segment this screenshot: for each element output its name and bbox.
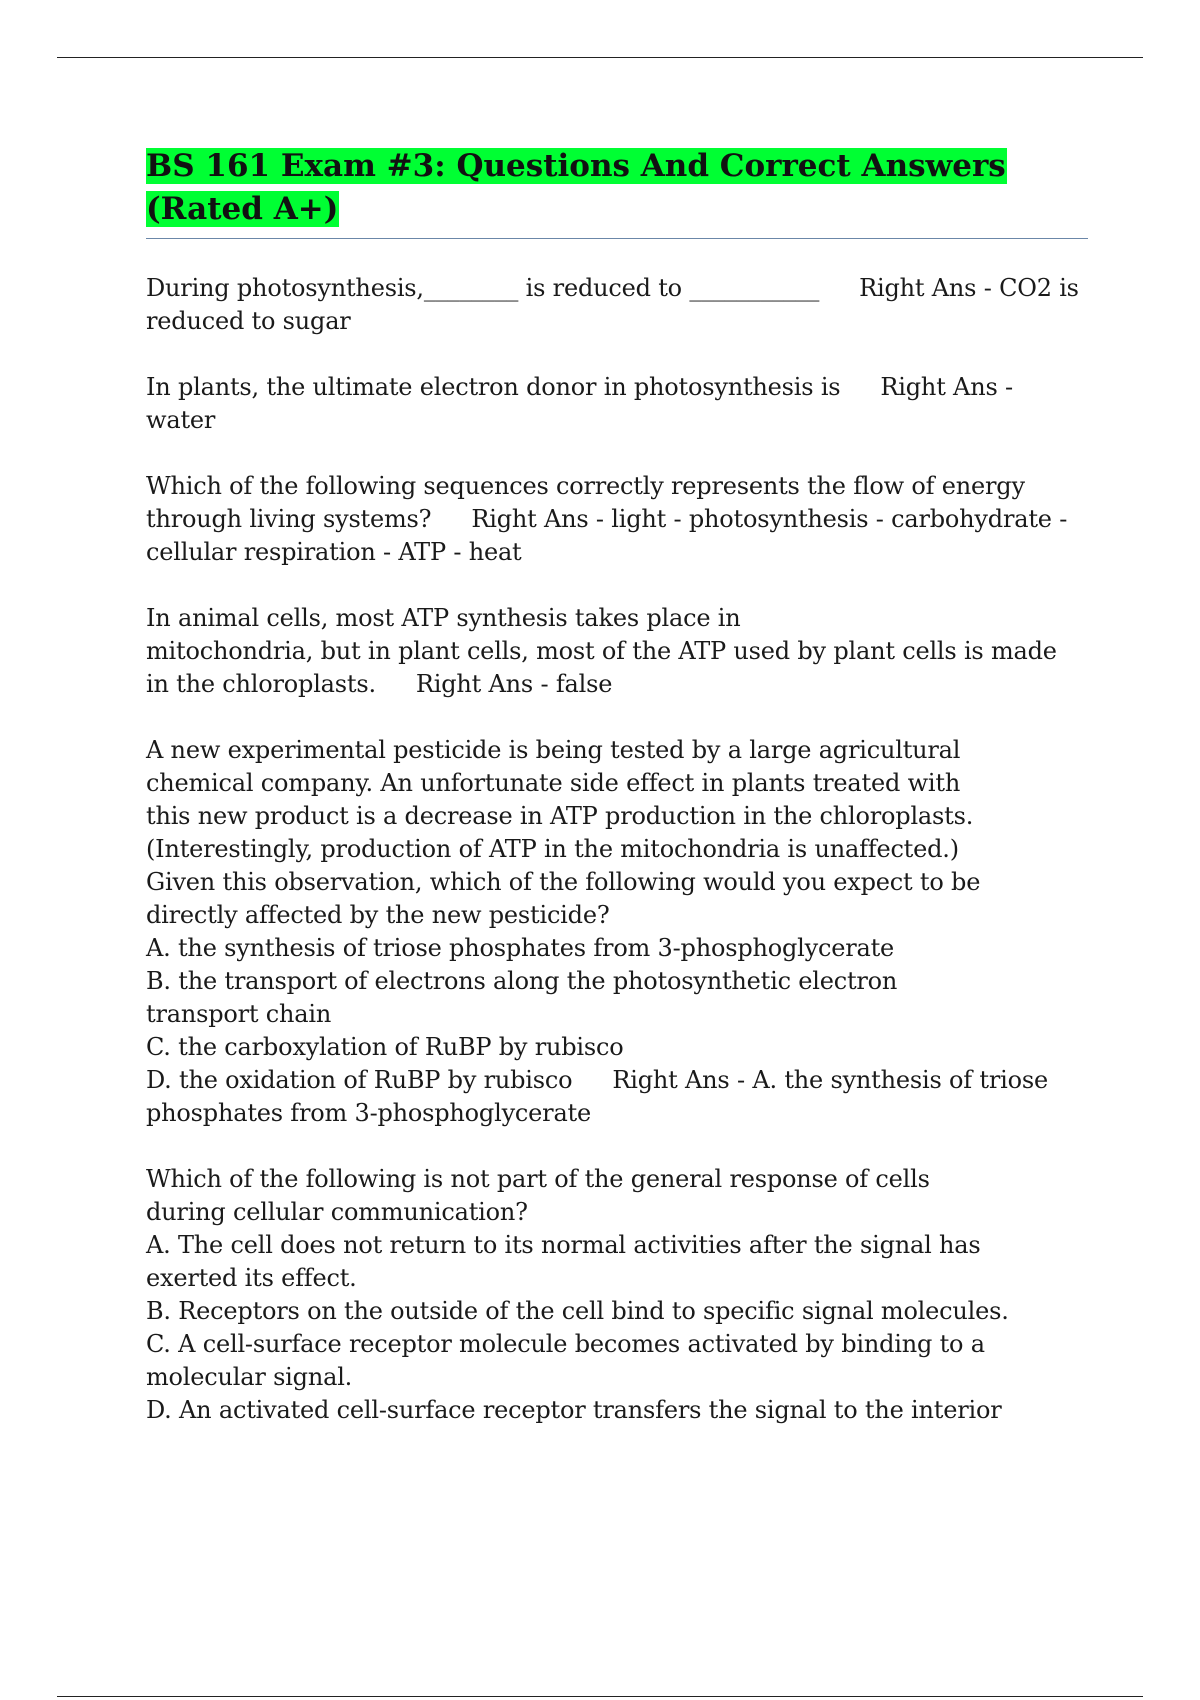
qa-list <box>146 272 1086 1427</box>
answer-text: light - photosynthesis - carbohydrate - cellular respiration - ATP - heat <box>146 505 1075 566</box>
page-top-rule <box>57 57 1143 58</box>
answer-text: CO2 is reduced to sugar <box>146 274 1087 335</box>
document-title <box>146 145 1086 231</box>
answer-text: A. the synthesis of triose phosphates from 3-phosphoglycerate <box>146 1066 1056 1127</box>
question-text: In plants, the ultimate electron donor in photosynthesis is <box>146 373 841 401</box>
qa-item-5 <box>146 734 1086 1130</box>
title-highlight: BS 161 Exam #3: Questions And Correct Answers (Rated A+) <box>146 148 1006 227</box>
question-text: In animal cells, most ATP synthesis takes place in mitochondria, but in plant cells, most of the ATP used by plant cells is made in the chloroplasts. <box>146 604 1057 698</box>
qa-item-6 <box>146 1163 1086 1427</box>
answer-label: Right Ans - <box>612 1066 753 1094</box>
answer-text: water <box>146 406 216 434</box>
qa-item-3 <box>146 470 1086 569</box>
answer-label: Right Ans - <box>880 373 1021 401</box>
qa-item-1 <box>146 272 1086 338</box>
qa-item-4 <box>146 602 1086 701</box>
question-text: Which of the following sequences correctly represents the flow of energy through living systems? <box>146 472 1033 533</box>
question-text: Which of the following is not part of the general response of cells during cellular communication? A. The cell does not return to its normal activities after the signal has exerted its effect. B. Receptors on the outside of the cell bind to specific signal molecules. C. A cell-surface receptor molecule becomes activated by binding to a molecular signal. D. An activated cell-surface receptor transfers the signal to the interior <box>146 1165 1009 1424</box>
page-bottom-rule <box>57 1696 1143 1697</box>
question-text: A new experimental pesticide is being tested by a large agricultural chemical company. An unfortunate side effect in plants treated with this new product is a decrease in ATP production in the chloroplasts. (Interestingly, production of ATP in the mitochondria is unaffected.) Given this observation, which of the following would you expect to be directly affected by the new pesticide? A. the synthesis of triose phosphates from 3-phosphoglycerate B. the transport of electrons along the photosynthetic electron transport chain C. the carboxylation of RuBP by rubisco D. the oxidation of RuBP by rubisco <box>146 736 981 1094</box>
title-underline <box>146 238 1088 239</box>
answer-text: false <box>555 670 613 698</box>
question-text: During photosynthesis,________ is reduced to ___________ <box>146 274 820 302</box>
document-body <box>146 145 1086 1460</box>
qa-item-2 <box>146 371 1086 437</box>
answer-label: Right Ans - <box>471 505 612 533</box>
answer-label: Right Ans - <box>415 670 556 698</box>
answer-label: Right Ans - <box>859 274 1000 302</box>
